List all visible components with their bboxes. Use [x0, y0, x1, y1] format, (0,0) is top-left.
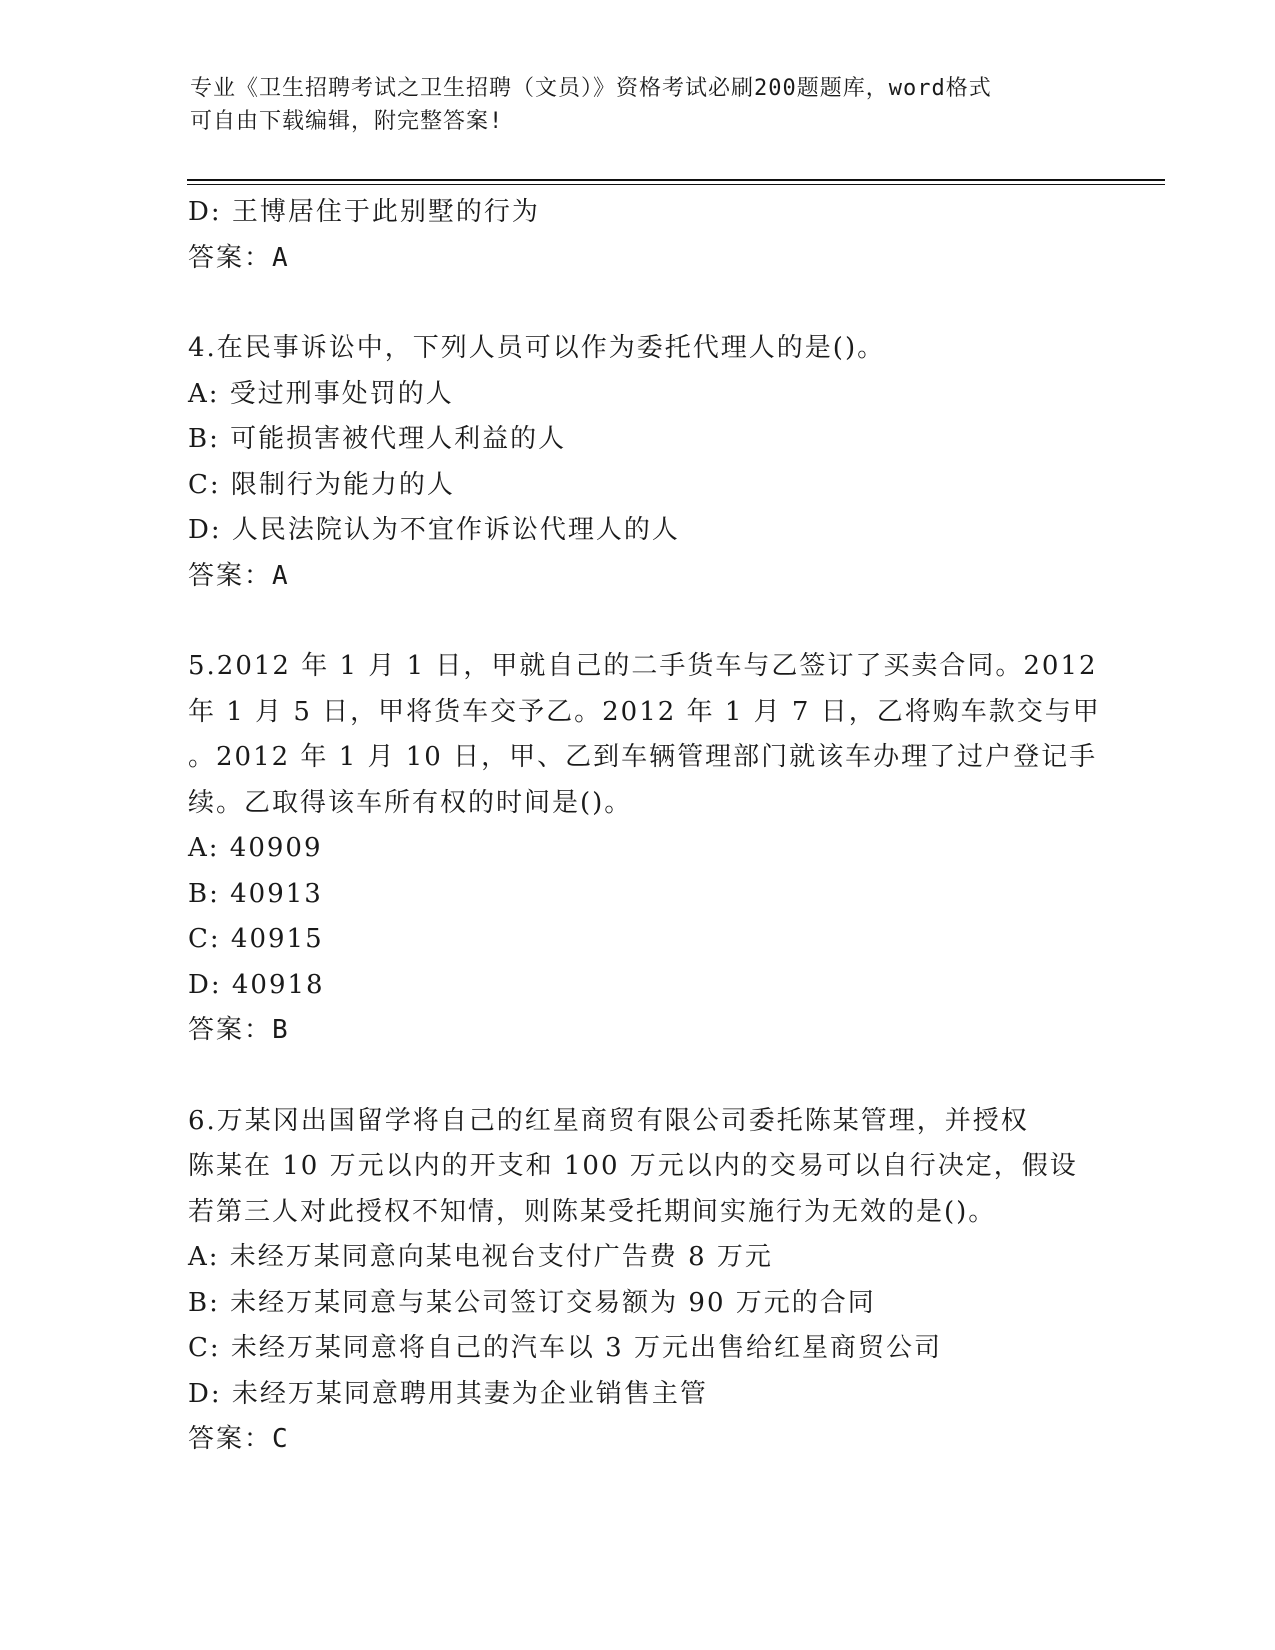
question-5-stem	[188, 644, 1128, 826]
answer-value: A	[272, 560, 290, 591]
question-content	[188, 190, 1128, 1463]
question-6-option-d: D: 未经万某同意聘用其妻为企业销售主管	[188, 1378, 708, 1409]
question-4	[188, 326, 1128, 599]
question-3-option-d: D: 王博居住于此别墅的行为	[188, 197, 540, 227]
answer-value: B	[272, 1015, 290, 1045]
question-4-option-a: A: 受过刑事处罚的人	[188, 378, 454, 409]
question-5-stem-line: 年 1 月 5 日，甲将货车交予乙。2012 年 1 月 7 日，乙将购车款交与甲	[188, 696, 1101, 727]
question-5-option-d: D: 40918	[188, 969, 325, 1000]
question-5-answer	[188, 1008, 1128, 1054]
question-4-answer	[188, 554, 1128, 600]
question-6	[188, 1099, 1128, 1463]
question-6-stem-line: 6.万某冈出国留学将自己的红星商贸有限公司委托陈某管理，并授权	[188, 1105, 1029, 1136]
question-4-option-d: D: 人民法院认为不宜作诉讼代理人的人	[188, 515, 680, 545]
question-4-stem: 4.在民事诉讼中，下列人员可以作为委托代理人的是()。	[188, 333, 886, 363]
question-4-option-b: B: 可能损害被代理人利益的人	[188, 424, 567, 454]
answer-value: C	[272, 1424, 290, 1454]
question-4-option-c: C: 限制行为能力的人	[188, 469, 455, 500]
question-6-stem	[188, 1099, 1128, 1236]
question-3-tail	[188, 190, 1128, 281]
answer-label: 答案：	[188, 1424, 273, 1454]
page-header	[190, 72, 1090, 138]
question-6-stem-line: 若第三人对此授权不知情，则陈某受托期间实施行为无效的是()。	[188, 1196, 997, 1227]
question-6-answer	[188, 1417, 1128, 1463]
question-3-answer	[188, 236, 1128, 282]
answer-label: 答案：	[188, 560, 273, 591]
question-5	[188, 644, 1128, 1054]
question-6-stem-line: 陈某在 10 万元以内的开支和 100 万元以内的交易可以自行决定，假设	[188, 1151, 1078, 1181]
question-5-stem-line: 。2012 年 1 月 10 日，甲、乙到车辆管理部门就该车办理了过户登记手	[188, 742, 1098, 772]
question-6-option-a: A: 未经万某同意向某电视台支付广告费 8 万元	[188, 1242, 773, 1272]
answer-label: 答案：	[188, 242, 273, 273]
header-title-line-2: 可自由下载编辑，附完整答案!	[190, 109, 504, 134]
question-5-stem-line: 5.2012 年 1 月 1 日，甲就自己的二手货车与乙签订了买卖合同。2012	[188, 651, 1098, 681]
question-5-option-c: C: 40915	[188, 924, 324, 954]
answer-value: A	[272, 242, 290, 273]
header-title-line-1: 专业《卫生招聘考试之卫生招聘（文员）》资格考试必刷200题题库，word格式	[190, 76, 992, 101]
question-5-option-b: B: 40913	[188, 878, 323, 909]
question-5-option-a: A: 40909	[188, 833, 323, 863]
question-6-option-c: C: 未经万某同意将自己的汽车以 3 万元出售给红星商贸公司	[188, 1333, 942, 1363]
header-divider-thin	[187, 184, 1165, 185]
answer-label: 答案：	[188, 1015, 273, 1045]
question-5-stem-line: 续。乙取得该车所有权的时间是()。	[188, 787, 633, 818]
question-6-option-b: B: 未经万某同意与某公司签订交易额为 90 万元的合同	[188, 1287, 876, 1318]
header-divider-thick	[187, 179, 1165, 181]
